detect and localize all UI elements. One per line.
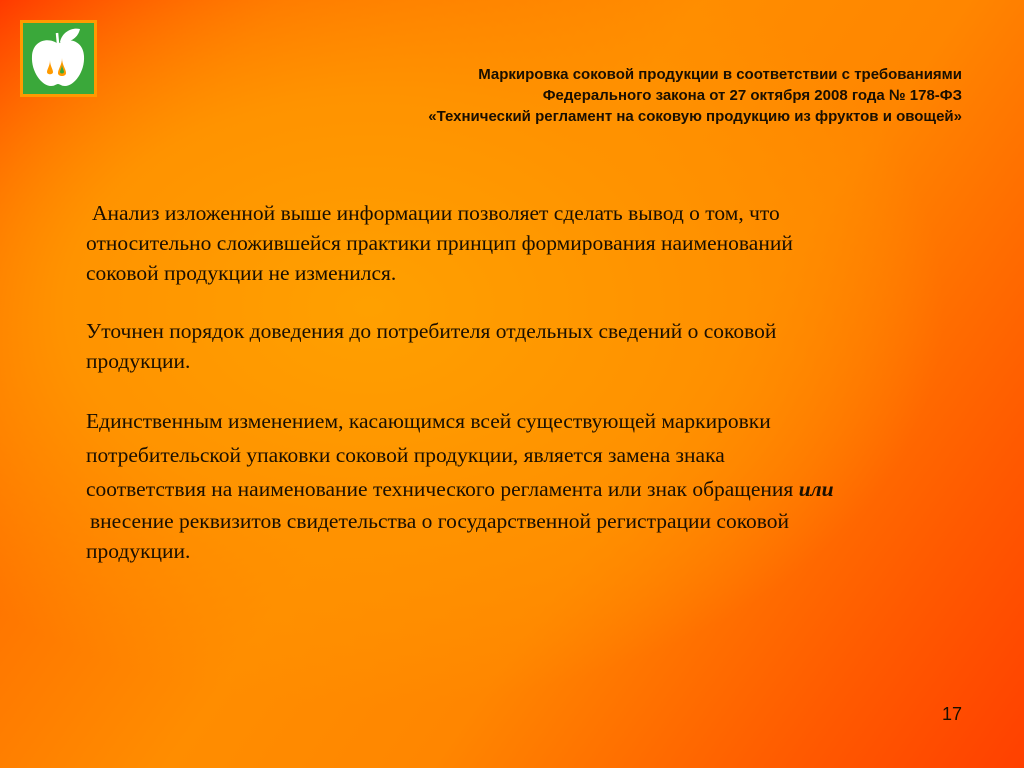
paragraph-text: соответствия на наименование технического регламента или знак обращения bbox=[86, 477, 794, 501]
slide-body bbox=[86, 198, 996, 594]
paragraph-line bbox=[86, 472, 996, 506]
paragraph-change bbox=[86, 404, 996, 566]
title-line-2: Федерального закона от 27 октября 2008 года № 178-ФЗ bbox=[542, 87, 962, 104]
paragraph-line: продукции. bbox=[86, 349, 191, 373]
paragraph-clarification bbox=[86, 316, 996, 376]
paragraph-line: соковой продукции не изменился. bbox=[86, 261, 397, 285]
paragraph-line: относительно сложившейся практики принцип формирования наименований bbox=[86, 231, 793, 255]
paragraph-line: Единственным изменением, касающимся всей существующей маркировки bbox=[86, 409, 771, 433]
title-line-1: Маркировка соковой продукции в соответствии с требованиями bbox=[478, 66, 962, 83]
apple-logo-icon bbox=[20, 20, 97, 97]
paragraph-analysis bbox=[86, 198, 996, 288]
paragraph-line: продукции. bbox=[86, 539, 191, 563]
paragraph-line: потребительской упаковки соковой продукции, является замена знака bbox=[86, 443, 725, 467]
slide-title bbox=[322, 64, 962, 127]
page-number: 17 bbox=[941, 704, 962, 724]
title-line-3: «Технический регламент на соковую продукцию из фруктов и овощей» bbox=[428, 108, 962, 125]
paragraph-line: Уточнен порядок доведения до потребителя отдельных сведений о соковой bbox=[86, 319, 777, 343]
paragraph-line: внесение реквизитов свидетельства о государственной регистрации соковой bbox=[90, 509, 790, 533]
emphasis-text: или bbox=[798, 477, 834, 501]
paragraph-line: Анализ изложенной выше информации позволяет сделать вывод о том, что bbox=[92, 201, 780, 225]
